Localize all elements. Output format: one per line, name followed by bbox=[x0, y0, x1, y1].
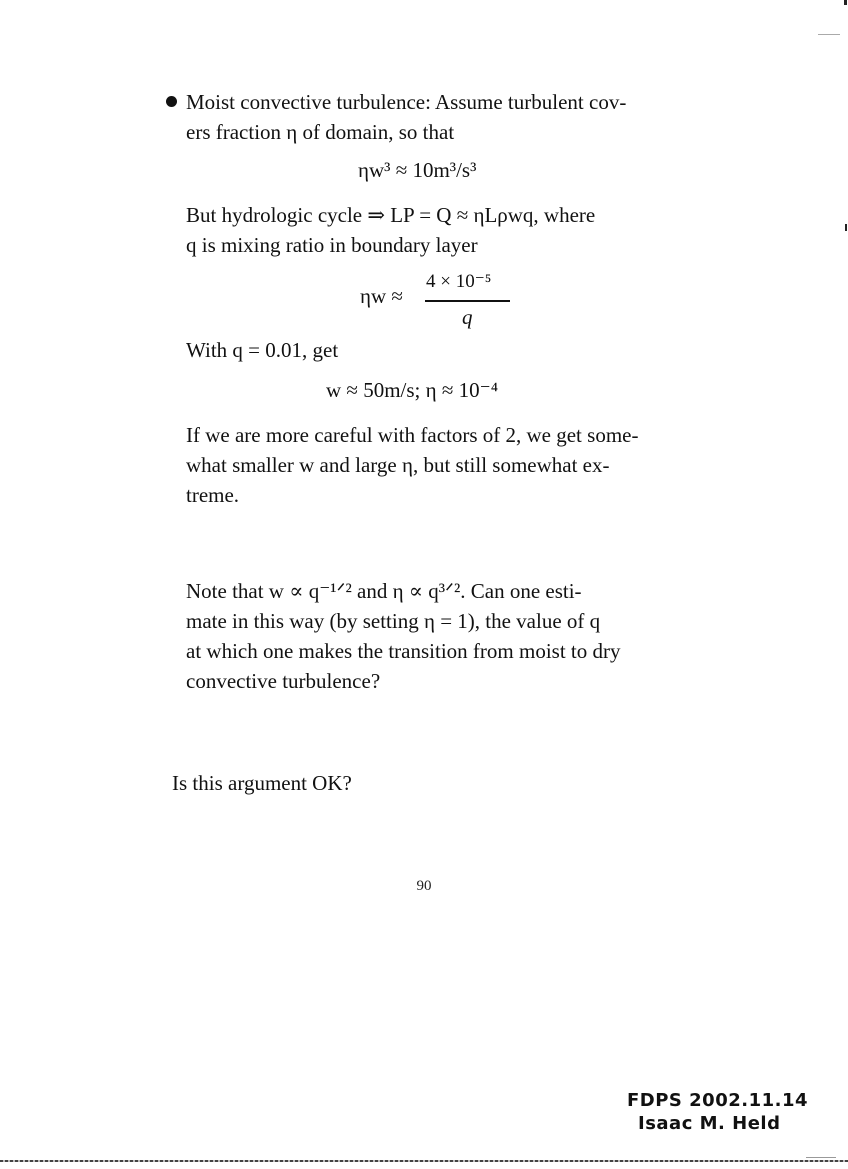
note-line-1: Note that w ∝ q⁻¹ᐟ² and η ∝ q³ᐟ². Can one esti- bbox=[186, 579, 582, 603]
equation-1: ηw³ ≈ 10m³/s³ bbox=[358, 158, 477, 182]
bullet-line-1: Moist convective turbulence: Assume turbulent cov- bbox=[186, 90, 627, 114]
note-line-4: convective turbulence? bbox=[186, 669, 381, 693]
scan-speck bbox=[844, 0, 847, 5]
equation-2-numerator: 4 × 10⁻⁵ bbox=[426, 271, 492, 292]
scan-edge-line bbox=[0, 1160, 848, 1162]
fraction-bar bbox=[425, 300, 510, 302]
note-line-2: mate in this way (by setting η = 1), the value of q bbox=[186, 609, 601, 633]
with-line: With q = 0.01, get bbox=[186, 338, 339, 362]
hydrologic-line-2: q is mixing ratio in boundary layer bbox=[186, 233, 478, 257]
question-text: Is this argument OK? bbox=[172, 771, 352, 795]
scan-speck bbox=[806, 1157, 836, 1158]
page-number: 90 bbox=[416, 878, 432, 894]
scan-speck bbox=[845, 224, 847, 231]
hydrologic-line-1: But hydrologic cycle ⇒ LP = Q ≈ ηLρwq, where bbox=[186, 203, 596, 227]
bullet-line-2: ers fraction η of domain, so that bbox=[186, 120, 455, 144]
careful-line-2: what smaller w and large η, but still somewhat ex- bbox=[186, 453, 610, 477]
equation-2-denominator: q bbox=[462, 305, 473, 329]
equation-2-lhs: ηw ≈ bbox=[360, 284, 403, 308]
signature-name: Isaac M. Held bbox=[638, 1113, 781, 1134]
careful-line-3: treme. bbox=[186, 483, 240, 507]
note-line-3: at which one makes the transition from moist to dry bbox=[186, 639, 621, 663]
equation-3: w ≈ 50m/s; η ≈ 10⁻⁴ bbox=[326, 378, 499, 402]
bullet-icon bbox=[166, 96, 177, 107]
signature-date: FDPS 2002.11.14 bbox=[627, 1090, 809, 1111]
careful-line-1: If we are more careful with factors of 2, we get some- bbox=[186, 423, 639, 447]
scan-speck bbox=[818, 34, 840, 35]
